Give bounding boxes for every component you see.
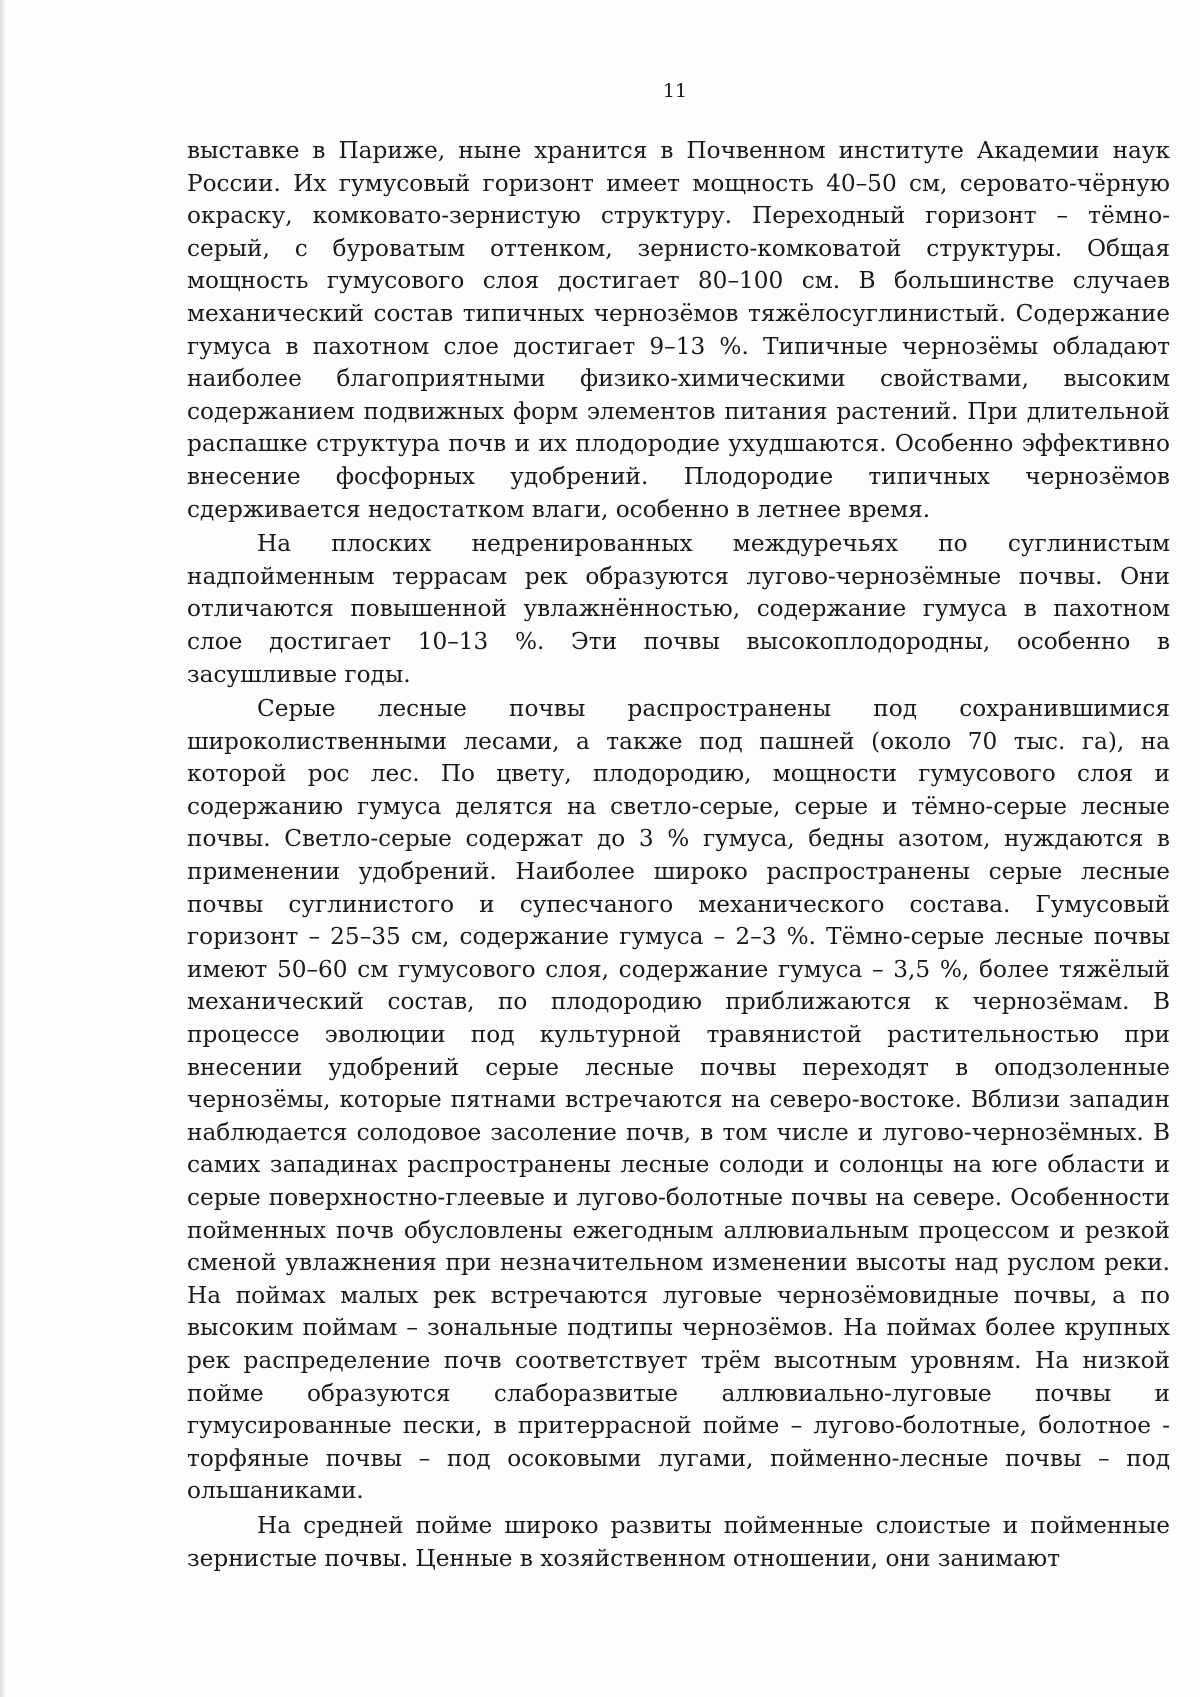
paragraph-meadow-chernozem: На плоских недренированных междуречьях по суглинистым надпойменным террасам рек образуются лугово-чернозёмные почвы. Они отличаются повышенной увлажнённостью, содержание гумуса в пахотном слое достигает 10–13 %. Эти почвы высокоплодородны, особенно в засушливые годы. [187,530,1170,688]
paragraph-grey-forest-soils: Серые лесные почвы распространены под сохранившимися широколиственными лесами, а также под пашней (около 70 тыс. га), на которой рос лес. По цвету, плодородию, мощности гумусового слоя и содержанию гумуса делятся на светло-серые, серые и тёмно-серые лесные почвы. Светло-серые содержат до 3 % гумуса, бедны азотом, нуждаются в применении удобрений. Наиболее широко распространены серые лесные почвы суглинистого и супесчаного механического состава. Гумусовый горизонт – 25–35 см, содержание гумуса – 2–3 %. Тёмно-серые лесные почвы имеют 50–60 см гумусового слоя, содержание гумуса – 3,5 %, более тяжёлый механический состав, по плодородию приближаются к чернозёмам. В процессе эволюции под культурной травянистой растительностью при внесении удобрений серые лесные почвы переходят в оподзоленные чернозёмы, которые пятнами встречаются на северо-востоке. Вблизи западин наблюдается солодовое засоление почв, в том числе и лугово-чернозёмных. В самих западинах распространены лесные солоди и солонцы на юге области и серые поверхностно-глеевые и лугово-болотные почвы на севере. Особенности пойменных почв обусловлены ежегодным аллювиальным процессом и резкой сменой увлажнения при незначительном изменении высоты над руслом реки. На поймах малых рек встречаются луговые чернозёмовидные почвы, а по высоким поймам – зональные подтипы чернозёмов. На поймах более крупных рек распределение почв соответствует трём высотным уровням. На низкой пойме образуются слаборазвитые аллювиально-луговые почвы и гумусированные пески, в притеррасной пойме – лугово-болотные, болотное - торфяные почвы – под осоковыми лугами, пойменно-лесные почвы – под ольшаниками. [187,695,1170,1505]
document-body [187,135,1170,1575]
paragraph-middle-floodplain: На средней пойме широко развиты пойменные слоистые и пойменные зернистые почвы. Ценные в хозяйственном отношении, они занимают [187,1511,1170,1572]
paragraph-continuation: выставке в Париже, ныне хранится в Почвенном институте Академии наук России. Их гумусовый горизонт имеет мощность 40–50 см, серовато-чёрную окраску, комковато-зернистую структуру. Переходный горизонт – тёмно-серый, с буроватым оттенком, зернисто-комковатой структуры. Общая мощность гумусового слоя достигает 80–100 см. В большинстве случаев механический состав типичных чернозёмов тяжёлосуглинистый. Содержание гумуса в пахотном слое достигает 9–13 %. Типичные чернозёмы обладают наиболее благоприятными физико-химическими свойствами, высоким содержанием подвижных форм элементов питания растений. При длительной распашке структура почв и их плодородие ухудшаются. Особенно эффективно внесение фосфорных удобрений. Плодородие типичных чернозёмов сдерживается недостатком влаги, особенно в летнее время. [187,137,1170,523]
scan-edge-shadow [0,0,6,1697]
page-number: 11 [662,80,688,102]
